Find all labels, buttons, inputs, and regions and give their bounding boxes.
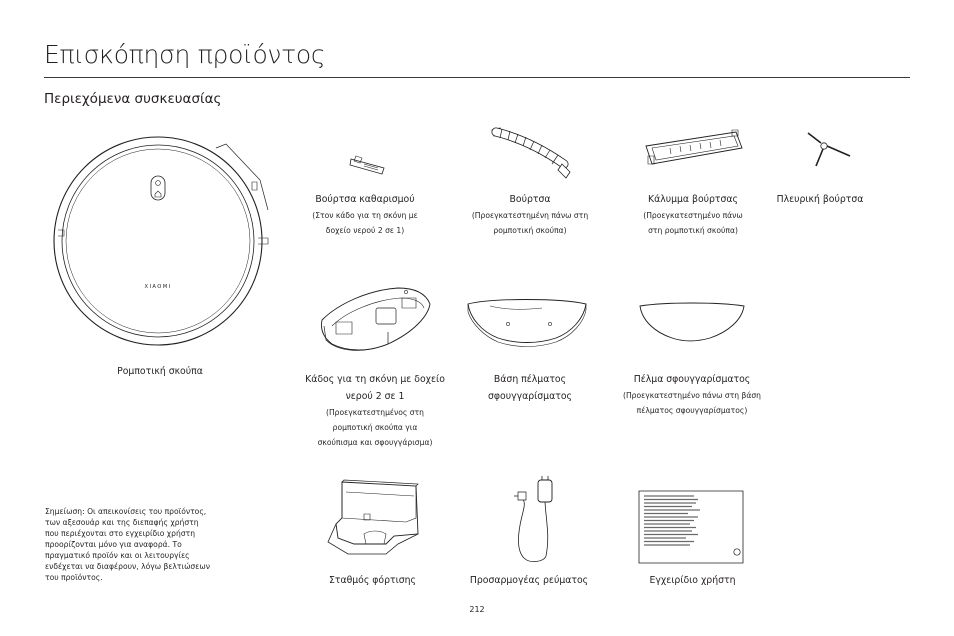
main-brush-label: Βούρτσα (509, 194, 551, 205)
robot-vacuum-caption (80, 363, 240, 380)
brush-cover-note-2: στη ρομποτική σκούπα) (648, 226, 738, 235)
mop-pad-icon (636, 300, 748, 344)
robot-vacuum-label: Ρομποτική σκούπα (117, 366, 203, 377)
charging-dock-caption (300, 572, 445, 589)
mop-pad-note-1: (Προεγκατεστημένο πάνω στη βάση (622, 391, 761, 400)
dust-bin-note-3: σκούπισμα και σφουγγάρισμα) (317, 438, 433, 447)
user-manual-label: Εγχειρίδιο χρήστη (649, 575, 736, 586)
brush-cover-icon (640, 128, 746, 172)
dust-bin-label-1: Κάδος για τη σκόνη με δοχείο (305, 374, 445, 385)
note-line: των αξεσουάρ και της διεπαφής χρήστη (45, 518, 199, 527)
charging-dock-icon (324, 474, 424, 564)
section-subtitle: Περιεχόμενα συσκευασίας (44, 91, 222, 107)
charging-dock-label: Σταθμός φόρτισης (328, 575, 416, 586)
brush-cover-caption (623, 191, 763, 238)
mop-pad-label: Πέλμα σφουγγαρίσματος (633, 374, 751, 385)
main-brush-icon (480, 124, 574, 184)
brush-cover-label: Κάλυμμα βούρτσας (648, 194, 738, 205)
main-brush-note-2: ρομποτική σκούπα) (493, 226, 567, 235)
note-line: που περιέχονται στο εγχειρίδιο χρήστη (45, 529, 196, 538)
cleaning-brush-caption (295, 191, 435, 238)
note-line: Σημείωση: Οι απεικονίσεις του προϊόντος, (45, 507, 207, 516)
dust-bin-note-1: (Προεγκατεστημένος στη (326, 408, 424, 417)
power-adapter-label: Προσαρμογέας ρεύματος (469, 575, 589, 586)
cleaning-brush-label: Βούρτσα καθαρισμού (315, 194, 415, 205)
side-brush-caption (760, 191, 880, 208)
main-brush-caption (460, 191, 600, 238)
dust-bin-icon (318, 282, 434, 356)
note-line: του προϊόντος. (45, 573, 103, 582)
mop-base-caption (460, 371, 600, 405)
note-line: προορίζονται μόνο για αναφορά. Το (45, 540, 182, 549)
robot-vacuum-icon (50, 130, 274, 360)
disclaimer-note (45, 506, 231, 583)
mop-base-label-2: σφουγγαρίσματος (488, 391, 572, 402)
dust-bin-note-2: ρομποτική σκούπα για (332, 423, 418, 432)
mop-pad-note-2: πέλματος σφουγγαρίσματος) (636, 406, 748, 415)
side-brush-icon (800, 130, 854, 170)
mop-base-icon (462, 292, 592, 350)
brush-cover-note-1: (Προεγκατεστημένο πάνω (643, 211, 743, 220)
user-manual-icon (638, 490, 744, 564)
page-title: Επισκόπηση προϊόντος (44, 40, 326, 69)
user-manual-caption (620, 572, 765, 589)
power-adapter-caption (454, 572, 604, 589)
side-brush-label: Πλευρική βούρτσα (776, 194, 864, 205)
main-brush-note-1: (Προεγκατεστημένη πάνω στη (471, 211, 589, 220)
title-divider (44, 77, 910, 78)
cleaning-brush-note-2: δοχείο νερού 2 σε 1) (325, 226, 405, 235)
cleaning-brush-note-1: (Στον κάδο για τη σκόνη με (312, 211, 418, 220)
note-line: ενδέχεται να διαφέρουν, λόγω βελτιώσεων (45, 562, 210, 571)
mop-base-label-1: Βάση πέλματος (493, 374, 567, 385)
note-line: πραγματικό προϊόν και οι λειτουργίες (45, 551, 190, 560)
dust-bin-caption (295, 371, 455, 450)
cleaning-brush-icon (348, 150, 388, 180)
mop-pad-caption (610, 371, 774, 418)
robot-brand-logo: XIAOMI (144, 284, 172, 290)
power-adapter-icon (500, 472, 570, 568)
dust-bin-label-2: νερού 2 σε 1 (345, 391, 405, 402)
page-number: 212 (469, 605, 485, 614)
